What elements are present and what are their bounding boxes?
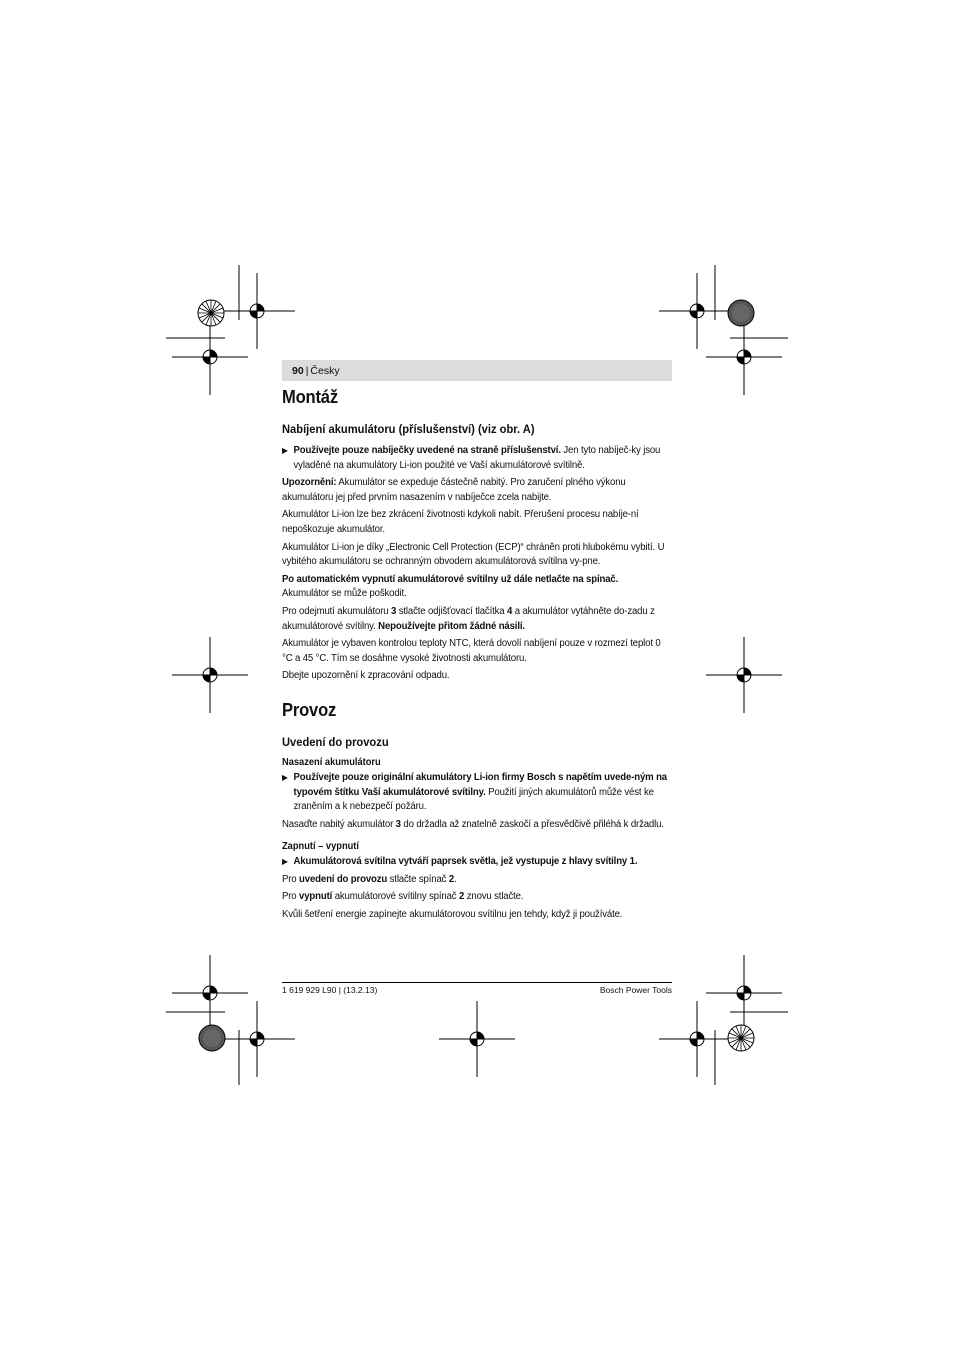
remove-text-3: a akumulátor vytáhněte do-zadu z akumulátorové svítilny.	[282, 605, 655, 632]
paragraph-disposal: Dbejte upozornění k zpracování odpadu.	[282, 670, 450, 682]
bullet-chargers	[282, 444, 682, 473]
insert-ref-3: 3	[395, 818, 401, 830]
on-text-2: stlačte spínač	[387, 873, 449, 885]
off-ref-2: 2	[458, 891, 465, 903]
paragraph-ecp: Akumulátor Li-ion je díky „Electronic Cell Protection (ECP)“ chráněn proti hlubokému vybití. U vybitého akumulátoru se ochranným obvodem akumulátorová svítilna vy-pne.	[282, 541, 665, 568]
bullet-original-batteries	[282, 771, 682, 815]
remove-text-2: stlačte odjišťovací tlačítka	[396, 605, 507, 617]
on-text-1: Pro	[282, 873, 300, 885]
subsection-title-charging: Nabíjení akumulátoru (příslušenství) (viz obr. A)	[282, 422, 535, 436]
paragraph-auto-off	[282, 573, 671, 602]
off-text-2: akumulátorové svítilny spínač	[332, 891, 459, 903]
section-title-provoz: Provoz	[282, 699, 337, 720]
bullet-triangle-icon: ▶	[282, 772, 288, 782]
footer-doc-id: 1 619 929 L90 | (13.2.13)	[282, 985, 378, 995]
upozorneni-label: Upozornění:	[282, 477, 337, 489]
page-header	[282, 360, 672, 381]
paragraph-remove-battery	[282, 605, 671, 634]
off-text-3: znovu stlačte.	[464, 891, 524, 903]
on-end: .	[454, 873, 457, 885]
paragraph-switch-on	[282, 873, 671, 888]
bullet-batteries-text: Použití jiných akumulátorů může vést ke zraněním a k nebezpečí požáru.	[293, 786, 654, 813]
off-text-1: Pro	[282, 891, 300, 903]
remove-ref-4: 4	[507, 605, 513, 617]
paragraph-upozorneni	[282, 476, 671, 505]
remove-text-1: Pro odejmutí akumulátoru	[282, 605, 391, 617]
auto-off-text: Akumulátor se může poškodit.	[282, 588, 407, 600]
bullet-triangle-icon: ▶	[282, 857, 288, 867]
remove-ref-3: 3	[390, 605, 397, 617]
bullet-triangle-icon: ▶	[282, 446, 288, 455]
bullet-chargers-text: Jen tyto nabíječ-ky jsou vyladěné na akumulátory Li-ion použité ve Vaší akumulátorové svítilně.	[293, 445, 661, 471]
paragraph-liion: Akumulátor Li-ion lze bez zkrácení životnosti kdykoli nabít. Přerušení procesu nabíje-ní nepoškozuje akumulátor.	[282, 509, 639, 535]
on-bold: uvedení do provozu	[299, 873, 388, 885]
paragraph-switch-off	[282, 890, 671, 905]
paragraph-save-energy: Kvůli šetření energie zapínejte akumulátorovou svítilnu jen tehdy, když ji používáte.	[282, 909, 623, 921]
insert-text-1: Nasaďte nabitý akumulátor	[282, 818, 396, 830]
remove-warning: Nepoužívejte přitom žádné násilí.	[378, 620, 525, 632]
section-title-montaz: Montáž	[282, 387, 338, 407]
auto-off-bold: Po automatickém vypnutí akumulátorové svítilny už dále netlačte na spínač.	[282, 573, 619, 585]
heading-insert-battery: Nasazení akumulátoru	[282, 756, 381, 768]
off-bold: vypnutí	[299, 891, 333, 903]
bullet-batteries-bold: Používejte pouze originální akumulátory Li-ion firmy Bosch s napětím uvede-ným na typovém štítku Vaší akumulátorové svítilny.	[293, 771, 668, 798]
bullet-light-beam-bold: Akumulátorová svítilna vytváří paprsek světla, jež vystupuje z hlavy svítilny 1.	[293, 856, 638, 868]
bullet-light-beam	[282, 855, 682, 870]
bullet-chargers-bold: Používejte pouze nabíječky uvedené na straně příslušenství.	[293, 445, 561, 456]
on-ref-2: 2	[448, 873, 455, 885]
subsection-title-startup: Uvedení do provozu	[282, 734, 389, 749]
page-number: 90	[292, 364, 304, 377]
page-footer	[282, 982, 672, 995]
paragraph-insert	[282, 818, 671, 833]
header-language: Česky	[310, 364, 340, 377]
document-page	[282, 360, 672, 926]
heading-on-off: Zapnutí – vypnutí	[282, 841, 359, 853]
paragraph-ntc: Akumulátor je vybaven kontrolou teploty NTC, která dovolí nabíjení pouze v rozmezí teplot 0 °C a 45 °C. Tím se dosáhne vysoké životnosti akumulátoru.	[282, 638, 661, 664]
insert-text-2: do držadla až znatelně zaskočí a přesvědčivě přiléhá k držadlu.	[400, 818, 664, 830]
footer-brand: Bosch Power Tools	[599, 985, 672, 995]
upozorneni-text: Akumulátor se expeduje částečně nabitý. Pro zaručení plného výkonu akumulátoru jej před prvním nasazením v nabíječce zcela nabijte.	[282, 477, 626, 503]
header-separator: |	[305, 364, 309, 377]
